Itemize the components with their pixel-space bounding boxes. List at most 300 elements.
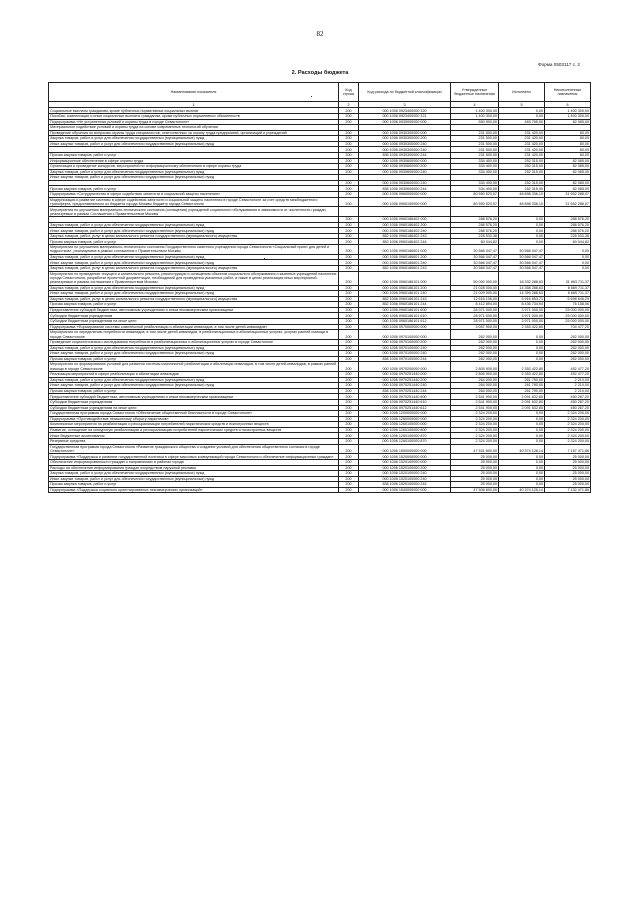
row-unexecuted: 1 400 300,00 [545, 113, 591, 119]
row-unexecuted: 25 000,00 [545, 482, 591, 488]
row-unexecuted: 704 477,20 [545, 324, 591, 330]
row-kbk: 000 1006 1260100000 870 [359, 433, 451, 439]
row-executed: 0,00 [499, 228, 545, 234]
row-name: Иные закупки товаров, работ и услуг для обеспечения государственных (муниципальных) нужд [49, 228, 339, 234]
row-unexecuted: 6 698 646,29 [545, 296, 591, 302]
row-approved: 25 000,00 [451, 471, 499, 477]
row-unexecuted: 450 267,20 [545, 405, 591, 411]
row-executed: 3 971 000,00 [499, 307, 545, 313]
row-unexecuted: 82 085,00 [545, 119, 591, 125]
header-name: Наименование показателя [49, 83, 339, 102]
row-approved: 288 576,20 [451, 217, 499, 223]
budget-expenses-table-wrapper [48, 82, 590, 493]
row-name: Прочая закупка товаров, работ и услуг [49, 186, 339, 192]
column-number: 5 [499, 102, 545, 108]
row-name: Материальное содействие условий и охраны труда на основе современных технологий обучения [49, 125, 339, 131]
row-kbk: 838 1006 0930600000 244 [359, 186, 451, 192]
row-code: 200 [339, 254, 359, 260]
row-executed: 0,00 [499, 482, 545, 488]
row-code: 200 [339, 356, 359, 362]
row-executed: 231 420,00 [499, 152, 545, 158]
row-code: 200 [339, 324, 359, 330]
row-kbk: 000 1006 0960186601 240 [359, 260, 451, 266]
row-code: 200 [339, 271, 359, 285]
row-unexecuted [545, 207, 591, 217]
row-unexecuted: 7 157 471,86 [545, 444, 591, 454]
row-name: Подпрограмма «Поддержка и развитие государственной политики в сфере массовых коммуникаций города Севастополя и обеспечение информационных граждан» [49, 454, 339, 460]
row-executed: 14 359 288,63 [499, 291, 545, 297]
row-executed: 252 315,00 [499, 186, 545, 192]
row-executed: 2 091 632,80 [499, 405, 545, 411]
row-approved: 21 028 000,00 [451, 285, 499, 291]
row-code: 200 [339, 405, 359, 411]
row-kbk: 000 1006 1500000000 000 [359, 444, 451, 454]
row-executed: 0,00 [499, 356, 545, 362]
row-code: 200 [339, 158, 359, 164]
row-approved: 262 000,00 [451, 330, 499, 340]
row-name: Закупка товаров, работ и услуг для обеспечения государственных (муниципальных) нужд [49, 254, 339, 260]
row-kbk: 000 1006 0930600000 240 [359, 169, 451, 175]
row-unexecuted: 2 324 200,00 [545, 427, 591, 433]
row-name: Организация и проведение конкурсов, мероприятий по информационному обеспечению в сфере охраны труда [49, 164, 339, 170]
row-executed: 0,00 [499, 438, 545, 444]
row-code: 200 [339, 180, 359, 186]
row-approved: 2 324 200,00 [451, 416, 499, 422]
table-header-row [49, 83, 591, 102]
row-unexecuted: 288 576,20 [545, 228, 591, 234]
row-unexecuted: 31 652 288,07 [545, 197, 591, 207]
row-code: 200 [339, 136, 359, 142]
row-approved: 12 616 106,00 [451, 296, 499, 302]
row-name: Субсидии бюджетным учреждениям на иные цели [49, 405, 339, 411]
row-unexecuted: 262 000,00 [545, 339, 591, 345]
row-executed: 30 566 047,47 [499, 265, 545, 271]
row-kbk: 000 1006 0960186101 610 [359, 313, 451, 319]
row-approved: 334 400,00 [451, 180, 499, 186]
row-kbk: 000 1006 0970251440 240 [359, 383, 451, 389]
row-unexecuted: 2 324 200,00 [545, 416, 591, 422]
row-approved: 25 000,00 [451, 465, 499, 471]
row-approved: 25 000,00 [451, 476, 499, 482]
row-kbk: 000 1006 0970100000 240 [359, 351, 451, 357]
row-kbk: 000 1006 0960186101 612 [359, 319, 451, 325]
row-unexecuted: 31 663 711,37 [545, 271, 591, 285]
row-approved: 262 000,00 [451, 351, 499, 357]
row-code: 200 [339, 197, 359, 207]
row-name: Подпрограмма «Сотрудничество в сфере содействия занятости и социальной защиты населения» [49, 192, 339, 198]
row-executed: 0,00 [499, 113, 545, 119]
row-approved: 25 000,00 [451, 459, 499, 465]
row-code: 200 [339, 399, 359, 405]
row-name: Подпрограмма «Поддержка социально ориентированных некоммерческих организаций» [49, 487, 339, 493]
row-kbk: 000 1006 0970251440 612 [359, 405, 451, 411]
row-executed: 30 566 047,47 [499, 254, 545, 260]
row-kbk: 852 1006 0960186402 244 [359, 239, 451, 245]
row-approved: 28 971 000,00 [451, 313, 499, 319]
row-kbk: 000 1006 0930600000 200 [359, 164, 451, 170]
row-name: Закупка товаров, работ, услуг в целях капитального ремонта государственного (муниципального) имущества [49, 265, 339, 271]
row-approved: 231 500,00 [451, 147, 499, 153]
table-row [49, 245, 591, 255]
row-executed: 0,00 [499, 476, 545, 482]
row-executed: 30 566 047,47 [499, 260, 545, 266]
row-name: Проведение обучения по вопросам охраны труда специалистов, ответственных за охрану труда предприятий, организаций и учреждений [49, 130, 339, 136]
row-kbk: 000 1006 0970251440 600 [359, 394, 451, 400]
row-kbk: 000 1006 0970200000 000 [359, 362, 451, 372]
row-name: Подпрограмма «Противодействие незаконному обороту наркотиков» [49, 416, 339, 422]
row-kbk: 000 1006 0960186601 200 [359, 254, 451, 260]
row-name: Иные бюджетные ассигнования [49, 433, 339, 439]
row-approved: 60 044,82 [451, 239, 499, 245]
header-approved: Утвержденные бюджетные назначения [451, 83, 499, 102]
row-unexecuted: 25 000,00 [545, 471, 591, 477]
row-name: Субсидии бюджетным учреждениям на иные цели [49, 319, 339, 325]
row-kbk: 000 1006 0960100000 000 [359, 197, 451, 207]
row-kbk: 838 1006 0970100000 244 [359, 356, 451, 362]
row-approved: 334 400,00 [451, 169, 499, 175]
row-unexecuted: 0,00 [545, 265, 591, 271]
column-number: 3 [359, 102, 451, 108]
row-approved: 80 550 523,57 [451, 192, 499, 198]
row-executed: 0,00 [499, 108, 545, 114]
row-name: Мероприятия по улучшению материально-технического состояния (оснащения) учреждений социального обслуживания в зависимости от численности граждан, реализуемые в рамках Соглашения с Правительством Москвы [49, 207, 339, 217]
row-approved: 2 324 200,00 [451, 411, 499, 417]
row-kbk: 000 1006 1520100000 200 [359, 465, 451, 471]
row-approved: 262 000,00 [451, 345, 499, 351]
row-unexecuted: 288 576,20 [545, 217, 591, 223]
row-kbk: 000 1006 1540000000 000 [359, 487, 451, 493]
row-unexecuted: 2 324 200,00 [545, 438, 591, 444]
row-code: 200 [339, 228, 359, 234]
row-name: Подпрограмма «Не устраненная условий и охраны труда в городе Севастополе» [49, 119, 339, 125]
header-kbk: Код расхода по бюджетной классификации [359, 83, 451, 102]
row-code: 200 [339, 438, 359, 444]
row-kbk: 000 1006 0923400000 321 [359, 113, 451, 119]
row-name: Прочая закупка товаров, работ и услуг [49, 302, 339, 308]
row-approved: 2 541 900,00 [451, 399, 499, 405]
row-name: Пособия, компенсации и иные социальные выплаты гражданам, кроме публичных нормативных обязательств [49, 113, 339, 119]
row-approved: 231 500,00 [451, 141, 499, 147]
row-code: 200 [339, 377, 359, 383]
row-name: Социальные выплаты гражданам, кроме публичных нормативных социальных выплат [49, 108, 339, 114]
row-kbk: 000 1006 1520100000 240 [359, 476, 451, 482]
row-name: Мероприятия по улучшению материально-технического состояния Государственного казенного учреждения города Севастополя «Социальный приют для детей и подростков», реализуемые в рамках соглашения с Правительством Москвы [49, 245, 339, 255]
row-approved: 1 400 300,00 [451, 113, 499, 119]
row-executed: 0,00 [499, 465, 545, 471]
row-executed: 0,00 [499, 471, 545, 477]
row-approved: 50 000 000,00 [451, 271, 499, 285]
row-name: Иные закупки товаров, работ и услуг для обеспечения государственных (муниципальных) нужд [49, 291, 339, 297]
row-kbk: 000 1006 0960186101 200 [359, 285, 451, 291]
row-approved: 2 541 900,00 [451, 405, 499, 411]
row-unexecuted: 228 533,38 [545, 233, 591, 239]
row-executed: 231 420,00 [499, 136, 545, 142]
row-kbk: 000 1006 0960186101 240 [359, 291, 451, 297]
row-approved: 231 500,00 [451, 152, 499, 158]
row-kbk: 000 1006 1260000000 000 [359, 416, 451, 422]
row-executed: 8 436 734,94 [499, 302, 545, 308]
row-executed: 252 315,00 [499, 169, 545, 175]
row-name: Государственная программа города Севастополя «Развитие гражданского общества и создание условий для обеспечения общественного согласия в городе Севастополе» [49, 444, 339, 454]
row-code: 200 [339, 260, 359, 266]
row-executed: 48 898 336,10 [499, 197, 545, 207]
row-name: Закупка товаров, работ и услуг для обеспечения государственных (муниципальных) нужд [49, 345, 339, 351]
row-name: Иные закупки товаров, работ и услуг для обеспечения государственных (муниципальных) нужд [49, 175, 339, 181]
row-code: 200 [339, 319, 359, 325]
row-executed: 0,00 [499, 217, 545, 223]
row-name: Информационное обеспечение в сфере охраны труда [49, 158, 339, 164]
row-code: 200 [339, 217, 359, 223]
row-executed: 261 790,00 [499, 383, 545, 389]
row-approved: 2 805 900,00 [451, 372, 499, 378]
row-name: Прочая закупка товаров, работ и услуг [49, 482, 339, 488]
row-executed: 48 898 336,10 [499, 192, 545, 198]
row-kbk: 000 1006 1520000000 000 [359, 454, 451, 460]
row-unexecuted: 450 267,20 [545, 394, 591, 400]
row-unexecuted: 262 000,00 [545, 345, 591, 351]
row-executed: 0,00 [499, 233, 545, 239]
row-unexecuted: 82 085,00 [545, 158, 591, 164]
row-kbk: 000 1006 0970100000 200 [359, 339, 451, 345]
row-executed: 2 353 422,80 [499, 372, 545, 378]
row-code: 200 [339, 476, 359, 482]
row-executed: 252 315,00 [499, 158, 545, 164]
row-executed: 2 353 422,80 [499, 362, 545, 372]
row-executed: 3 971 000,00 [499, 319, 545, 325]
row-unexecuted: 2 210,00 [545, 377, 591, 383]
row-approved: 2 324 200,00 [451, 427, 499, 433]
row-kbk: 000 1006 1520100000 000 [359, 459, 451, 465]
row-unexecuted: 6 669 711,37 [545, 285, 591, 291]
row-unexecuted: 6 669 711,37 [545, 291, 591, 297]
row-approved [451, 207, 499, 217]
row-kbk: 000 1006 1260100000 000 [359, 422, 451, 428]
row-unexecuted: 25 000,00 [545, 476, 591, 482]
row-code: 200 [339, 394, 359, 400]
row-unexecuted: 1 400 300,00 [545, 108, 591, 114]
row-executed: 40 374 128,14 [499, 444, 545, 454]
row-executed: 18 332 288,63 [499, 271, 545, 285]
row-unexecuted: 2 324 200,00 [545, 411, 591, 417]
row-approved: 262 000,00 [451, 356, 499, 362]
row-code [339, 207, 359, 217]
row-executed: 0,00 [499, 330, 545, 340]
table-body [49, 108, 591, 493]
column-number: 1 [49, 102, 339, 108]
row-name: Прочая закупка товаров, работ и услуг [49, 356, 339, 362]
row-kbk: 000 1006 0970251440 000 [359, 372, 451, 378]
row-unexecuted: 80,00 [545, 136, 591, 142]
row-kbk: 000 1006 0970100000 000 [359, 330, 451, 340]
row-unexecuted: 288 576,20 [545, 222, 591, 228]
row-approved: 231 500,00 [451, 130, 499, 136]
row-unexecuted: 82 085,00 [545, 169, 591, 175]
row-approved: 1 400 300,00 [451, 108, 499, 114]
row-name: Комплексные мероприятия по реабилитации и ресоциализации потребителей наркотических средств и психотропных веществ [49, 422, 339, 428]
row-kbk: 000 1006 0960186601 000 [359, 245, 451, 255]
row-kbk: 000 1006 1260100000 870 [359, 438, 451, 444]
row-name: Субсидии бюджетным учреждениям [49, 399, 339, 405]
row-approved: 550 900,00 [451, 119, 499, 125]
row-unexecuted: 25 000 000,00 [545, 319, 591, 325]
row-code: 200 [339, 108, 359, 114]
row-code: 200 [339, 239, 359, 245]
row-unexecuted: 2 324 200,00 [545, 422, 591, 428]
row-code: 200 [339, 147, 359, 153]
row-code: 200 [339, 119, 359, 125]
row-approved: 80 550 523,57 [451, 197, 499, 207]
row-code: 200 [339, 169, 359, 175]
row-name: Закупка товаров, работ и услуг для обеспечения государственных (муниципальных) нужд [49, 471, 339, 477]
row-executed: 0,00 [499, 427, 545, 433]
row-unexecuted: 450 267,20 [545, 399, 591, 405]
row-name: Прочая закупка товаров, работ и услуг [49, 239, 339, 245]
row-name: Иные закупки товаров, работ и услуг для обеспечения государственных (муниципальных) нужд [49, 141, 339, 147]
row-approved: 30 566 047,47 [451, 260, 499, 266]
row-executed: 231 420,00 [499, 141, 545, 147]
row-kbk: 000 1006 0930300000 200 [359, 136, 451, 142]
row-approved: 2 805 900,00 [451, 362, 499, 372]
row-unexecuted: 25 000,00 [545, 459, 591, 465]
row-kbk: 000 1006 0970100000 240 [359, 345, 451, 351]
row-kbk: 000 1006 0970000000 000 [359, 324, 451, 330]
row-approved: 47 531 600,00 [451, 444, 499, 454]
row-name: Резервные средства [49, 438, 339, 444]
row-name: Предоставление субсидий бюджетным, автономным учреждениям и иным некоммерческим организациям [49, 394, 339, 400]
row-approved: 334 400,00 [451, 158, 499, 164]
row-kbk: 000 1006 0930600000 000 [359, 158, 451, 164]
row-code: 200 [339, 444, 359, 454]
row-name: Развитие, оснащение на конкурсную реабилитацию и ресоциализацию потребителей наркотических средств и психотропных веществ [49, 427, 339, 433]
row-code: 200 [339, 233, 359, 239]
row-kbk: 000 1006 0960186402 200 [359, 222, 451, 228]
row-unexecuted: 0,00 [545, 245, 591, 255]
row-unexecuted: 452 477,20 [545, 362, 591, 372]
row-code: 200 [339, 222, 359, 228]
row-approved: 262 000,00 [451, 339, 499, 345]
row-approved: 30 566 047,47 [451, 254, 499, 260]
row-unexecuted: 80,00 [545, 130, 591, 136]
row-name: Закупка товаров, работ и услуг для обеспечения государственных (муниципальных) нужд [49, 169, 339, 175]
column-number: 6 [545, 102, 591, 108]
row-code: 200 [339, 164, 359, 170]
row-name: Модернизация и развитие системы в сфере содействия занятости и социальной защиты населения в городе Севастополе за счет средств межбюджетного трансферта, предоставляемого из бюджета города Москвы бюджету города Севастополя [49, 197, 339, 207]
row-unexecuted: 80,00 [545, 141, 591, 147]
row-approved: 28 971 000,00 [451, 307, 499, 313]
row-approved: 2 324 200,00 [451, 433, 499, 439]
scan-speck [264, 258, 265, 259]
row-executed: 252 315,00 [499, 180, 545, 186]
row-kbk: 852 1006 0960186402 243 [359, 233, 451, 239]
row-approved: 288 576,20 [451, 228, 499, 234]
row-code: 200 [339, 416, 359, 422]
row-kbk: 000 1006 0970251440 610 [359, 399, 451, 405]
row-unexecuted: 82 085,00 [545, 164, 591, 170]
row-name: Подпрограмма «Формирование системы комплексной реабилитации и абилитации инвалидов, в том числе детей-инвалидов» [49, 324, 339, 330]
row-code: 200 [339, 362, 359, 372]
row-kbk: 000 1006 0930600000 240 [359, 180, 451, 186]
row-kbk: 852 1006 0960186101 243 [359, 296, 451, 302]
row-code: 200 [339, 307, 359, 313]
row-code: 200 [339, 459, 359, 465]
budget-expenses-table [48, 82, 591, 493]
row-name: Реализация мероприятий в сфере реабилитации и абилитации инвалидов [49, 372, 339, 378]
row-executed: 40 374 128,14 [499, 487, 545, 493]
row-executed: 252 315,00 [499, 164, 545, 170]
row-executed: 3 971 000,00 [499, 313, 545, 319]
row-unexecuted: 82 085,00 [545, 186, 591, 192]
row-approved: 2 324 200,00 [451, 422, 499, 428]
row-code: 200 [339, 422, 359, 428]
row-executed: 0,00 [499, 339, 545, 345]
row-code: 200 [339, 313, 359, 319]
row-code: 200 [339, 330, 359, 340]
row-kbk: 000 1006 1520100000 240 [359, 471, 451, 477]
row-executed: 14 358 288,63 [499, 285, 545, 291]
row-unexecuted: 60 044,82 [545, 239, 591, 245]
row-kbk: 000 1006 0960186402 000 [359, 217, 451, 223]
row-code: 200 [339, 192, 359, 198]
row-unexecuted: 80,00 [545, 152, 591, 158]
row-executed: 0,00 [499, 239, 545, 245]
table-row [49, 330, 591, 340]
row-code: 200 [339, 296, 359, 302]
row-executed: 231 420,00 [499, 130, 545, 136]
row-unexecuted: 2 210,00 [545, 388, 591, 394]
row-name: Мероприятия по определению потребности инвалидов, в том числе детей-инвалидов, в реабилитационных и абилитационных услугах, услугах ранней помощи в городе Севастополе [49, 330, 339, 340]
row-code: 200 [339, 291, 359, 297]
row-code: 200 [339, 427, 359, 433]
row-executed: 261 790,00 [499, 388, 545, 394]
row-kbk: 852 1006 0960186601 243 [359, 265, 451, 271]
row-code: 200 [339, 454, 359, 460]
row-kbk: 838 1006 0930300000 244 [359, 152, 451, 158]
row-name: Закупка товаров, работ и услуг для обеспечения государственных (муниципальных) нужд [49, 377, 339, 383]
row-approved: 28 971 000,00 [451, 319, 499, 325]
row-kbk: 000 1006 0960000000 000 [359, 192, 451, 198]
row-approved: 47 506 600,00 [451, 487, 499, 493]
scan-speck [311, 96, 312, 97]
row-name: Закупка товаров, работ, услуг в целях капитального ремонта государственного (муниципального) имущества [49, 296, 339, 302]
row-code: 200 [339, 152, 359, 158]
row-code: 200 [339, 388, 359, 394]
header-unexecuted: Неисполненные назначения [545, 83, 591, 102]
header-code: Код строки [339, 83, 359, 102]
row-name: Иные закупки товаров, работ и услуг для обеспечения государственных (муниципальных) нужд [49, 260, 339, 266]
row-unexecuted: 25 000,00 [545, 454, 591, 460]
table-row [49, 207, 591, 217]
form-label: Форма 0503117 с. 2 [538, 62, 580, 67]
row-approved: 25 000,00 [451, 482, 499, 488]
row-kbk: 000 1006 1200000000 000 [359, 411, 451, 417]
row-executed: 261 790,00 [499, 377, 545, 383]
row-code: 200 [339, 339, 359, 345]
row-code: 200 [339, 113, 359, 119]
row-unexecuted: 0,00 [545, 254, 591, 260]
row-kbk: 852 1006 0960186101 244 [359, 302, 451, 308]
row-approved: 334 400,00 [451, 164, 499, 170]
row-unexecuted: 25 000,00 [545, 465, 591, 471]
row-code: 200 [339, 471, 359, 477]
table-row [49, 362, 591, 372]
row-kbk: 838 1006 0970251440 244 [359, 388, 451, 394]
row-executed: 0,00 [499, 222, 545, 228]
row-name: Закупка товаров, работ, услуг в целях капитального ремонта государственного (муниципального) имущества [49, 233, 339, 239]
row-code: 200 [339, 245, 359, 255]
row-code: 200 [339, 465, 359, 471]
row-code: 200 [339, 285, 359, 291]
row-kbk: 838 1006 1520100000 244 [359, 482, 451, 488]
